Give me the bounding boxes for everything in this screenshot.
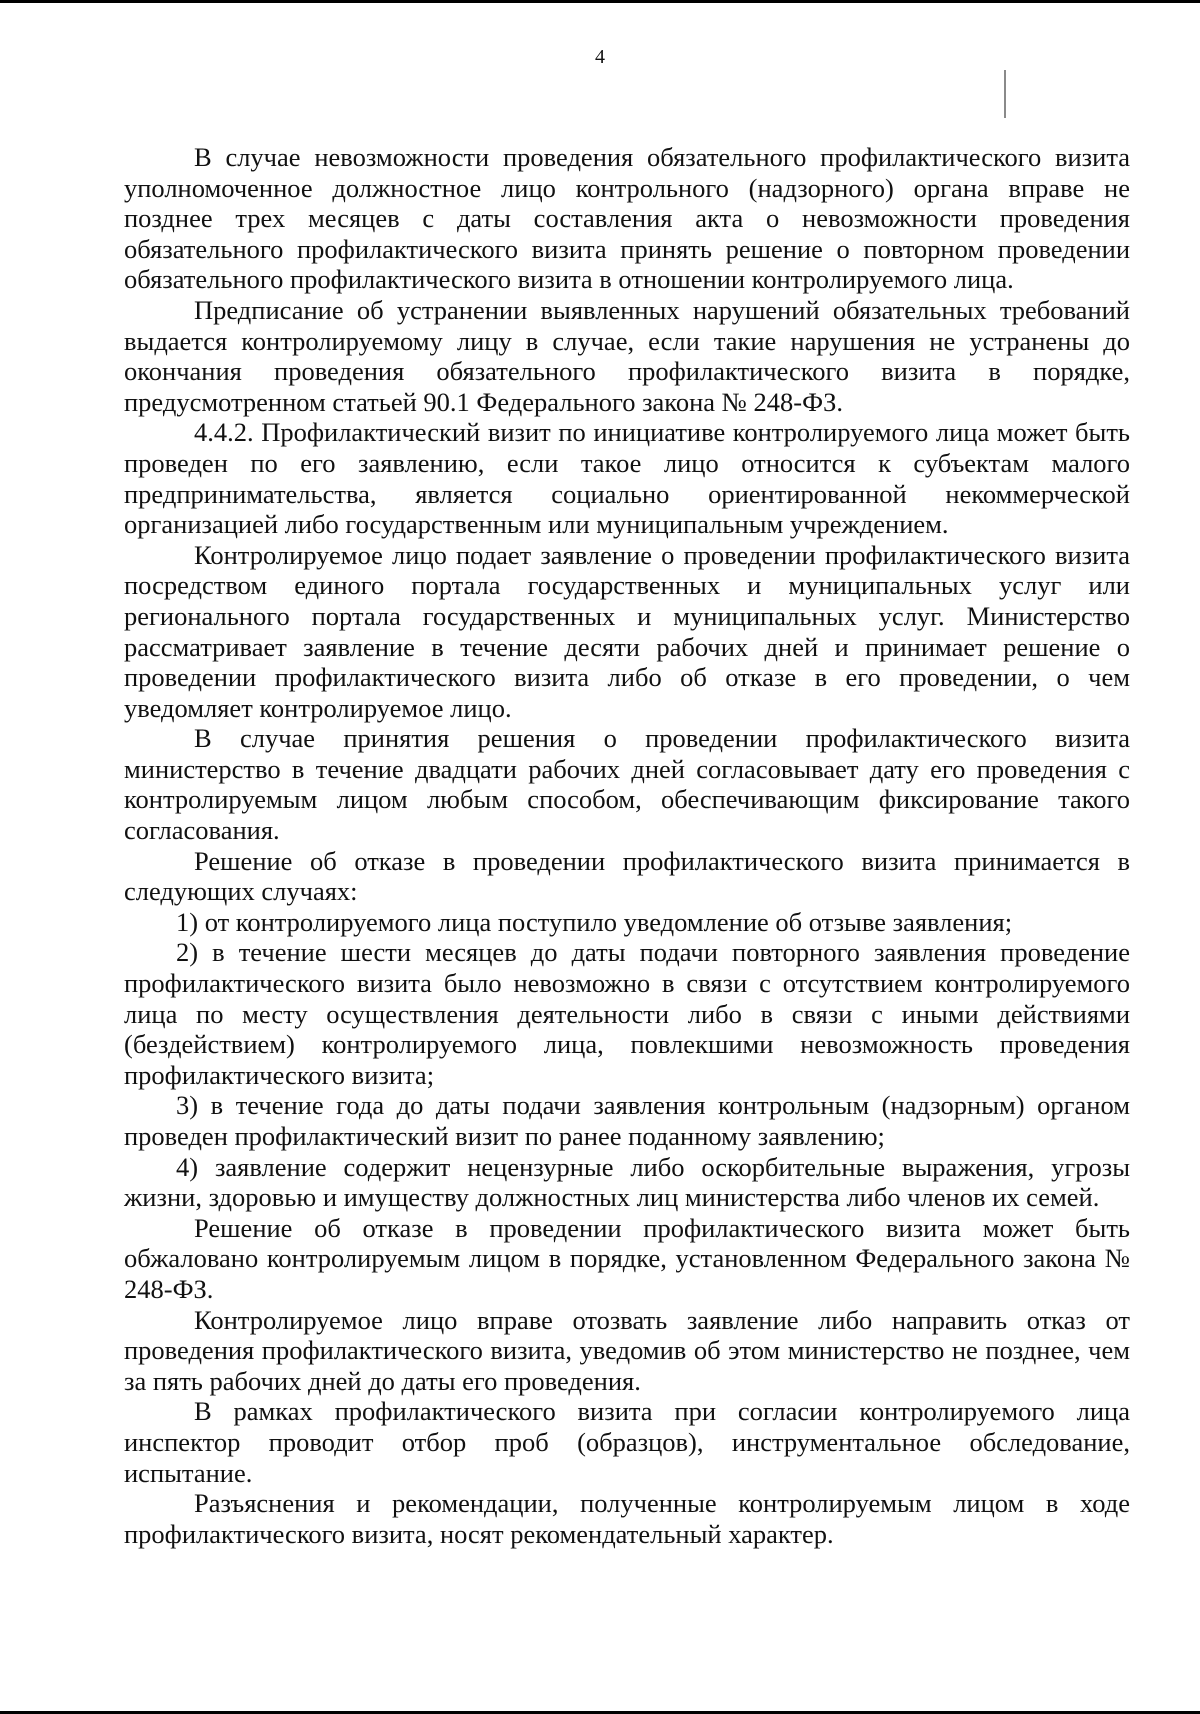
paragraph: Контролируемое лицо подает заявление о проведении профилактического визита посредством единого портала государственных и муниципальных услуг или регионального портала государственных и муниципальных услуг. Министерство рассматривает заявление в течение десяти рабочих дней и принимает решение о проведении профилактического визита либо об отказе в его проведении, о чем уведомляет контролируемое лицо. bbox=[124, 539, 1130, 723]
paragraph: В случае невозможности проведения обязательного профилактического визита уполномоченное должностное лицо контрольного (надзорного) органа вправе не позднее трех месяцев с даты составления акта о невозможности проведения обязательного профилактического визита принять решение о повторном проведении обязательного профилактического визита в отношении контролируемого лица. bbox=[124, 142, 1130, 295]
paragraph: Предписание об устранении выявленных нарушений обязательных требований выдается контролируемому лицу в случае, если такие нарушения не устранены до окончания проведения обязательного профилактического визита в порядке, предусмотренном статьей 90.1 Федерального закона № 248-ФЗ. bbox=[124, 294, 1130, 417]
list-item: 1) от контролируемого лица поступило уведомление об отзыве заявления; bbox=[176, 906, 1013, 937]
paragraph: 4.4.2. Профилактический визит по инициативе контролируемого лица может быть проведен по его заявлению, если такое лицо относится к субъектам малого предпринимательства, является социально ориентированной некоммерческой организацией либо государственным или муниципальным учреждением. bbox=[124, 417, 1130, 540]
list-item: 3) в течение года до даты подачи заявления контрольным (надзорным) органом проведен профилактический визит по ранее поданному заявлению; bbox=[124, 1090, 1130, 1151]
paragraph: Контролируемое лицо вправе отозвать заявление либо направить отказ от проведения профилактического визита, уведомив об этом министерство не позднее, чем за пять рабочих дней до даты его проведения. bbox=[124, 1304, 1130, 1396]
scan-mark bbox=[1004, 70, 1006, 118]
scan-edge-top bbox=[0, 0, 1200, 3]
document-body bbox=[124, 142, 1130, 1549]
paragraph: Решение об отказе в проведении профилактического визита может быть обжаловано контролируемым лицом в порядке, установленном Федерального закона № 248-ФЗ. bbox=[124, 1212, 1130, 1304]
list-item: 4) заявление содержит нецензурные либо оскорбительные выражения, угрозы жизни, здоровью и имуществу должностных лиц министерства либо членов их семей. bbox=[124, 1151, 1130, 1213]
page-number: 4 bbox=[595, 46, 605, 68]
paragraph: В случае принятия решения о проведении профилактического визита министерство в течение двадцати рабочих дней согласовывает дату его проведения с контролируемым лицом любым способом, обеспечивающим фиксирование такого согласования. bbox=[124, 723, 1130, 846]
paragraph: Решение об отказе в проведении профилактического визита принимается в следующих случаях: bbox=[124, 845, 1130, 907]
paragraph: В рамках профилактического визита при согласии контролируемого лица инспектор проводит отбор проб (образцов), инструментальное обследование, испытание. bbox=[124, 1396, 1130, 1488]
paragraph: Разъяснения и рекомендации, полученные контролируемым лицом в ходе профилактического визита, носят рекомендательный характер. bbox=[124, 1488, 1130, 1549]
list-item: 2) в течение шести месяцев до даты подачи повторного заявления проведение профилактического визита было невозможно в связи с отсутствием контролируемого лица по месту осуществления деятельности либо в связи с иными действиями (бездействием) контролируемого лица, повлекшими невозможность проведения профилактического визита; bbox=[124, 937, 1130, 1090]
